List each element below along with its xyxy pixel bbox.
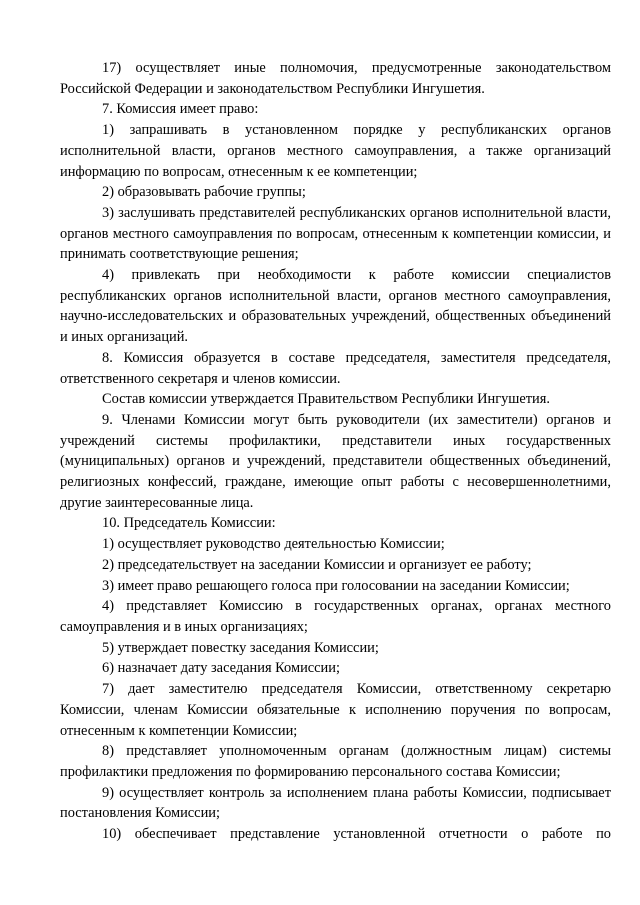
right-item-2: 2) образовывать рабочие группы; (102, 184, 306, 201)
chair-duty-10: 10) обеспечивает представление установленной отчетности о работе по (102, 826, 611, 843)
section-7-heading: 7. Комиссия имеет право: (102, 101, 259, 118)
chair-duty-8: 8) представляет уполномоченным органам (должностным лицам) системы профилактики предложения по формированию персонального состава Комиссии; (60, 743, 611, 780)
section-10-heading: 10. Председатель Комиссии: (102, 515, 276, 532)
chair-duty-9: 9) осуществляет контроль за исполнением плана работы Комиссии, подписывает постановления Комиссии; (60, 784, 611, 822)
chair-duty-5: 5) утверждает повестку заседания Комиссии; (102, 639, 379, 656)
chair-duty-7: 7) дает заместителю председателя Комиссии, ответственному секретарю Комиссии, членам Комиссии обязательные к исполнению поручения по вопросам, отнесенным к компетенции Комиссии; (60, 681, 611, 739)
chair-duty-6: 6) назначает дату заседания Комиссии; (102, 660, 340, 677)
paragraph-item-17: 17) осуществляет иные полномочия, предусмотренные законодательством Российской Федерации и законодательством Республики Ингушетия. (60, 60, 611, 97)
document-body (60, 58, 611, 845)
section-9-paragraph: 9. Членами Комиссии могут быть руководители (их заместители) органов и учреждений системы профилактики, представители иных государственных (муниципальных) органов и учреждений, представители общественных объединений, религиозных конфессий, граждане, имеющие опыт работы с несовершеннолетними, другие заинтересованные лица. (60, 411, 611, 511)
chair-duty-2: 2) председательствует на заседании Комиссии и организует ее работу; (102, 556, 532, 573)
section-8-paragraph: 8. Комиссия образуется в составе председателя, заместителя председателя, ответственного секретаря и членов комиссии. (60, 349, 611, 387)
composition-paragraph: Состав комиссии утверждается Правительством Республики Ингушетия. (102, 391, 550, 408)
chair-duty-4: 4) представляет Комиссию в государственных органах, органах местного самоуправления и в иных организациях; (60, 598, 611, 635)
right-item-1: 1) запрашивать в установленном порядке у республиканских органов исполнительной власти, органов местного самоуправления, а также организаций информацию по вопросам, отнесенным к ее компетенции; (60, 122, 611, 180)
chair-duty-3: 3) имеет право решающего голоса при голосовании на заседании Комиссии; (102, 577, 570, 594)
right-item-4: 4) привлекать при необходимости к работе комиссии специалистов республиканских органов исполнительной власти, органов местного самоуправления, научно-исследовательских и образовательных учреждений, общественных объединений и иных организаций. (60, 267, 611, 346)
chair-duty-1: 1) осуществляет руководство деятельностью Комиссии; (102, 536, 445, 553)
right-item-3: 3) заслушивать представителей республиканских органов исполнительной власти, органов местного самоуправления по вопросам, отнесенным к компетенции комиссии, и принимать соответствующие решения; (60, 204, 611, 263)
